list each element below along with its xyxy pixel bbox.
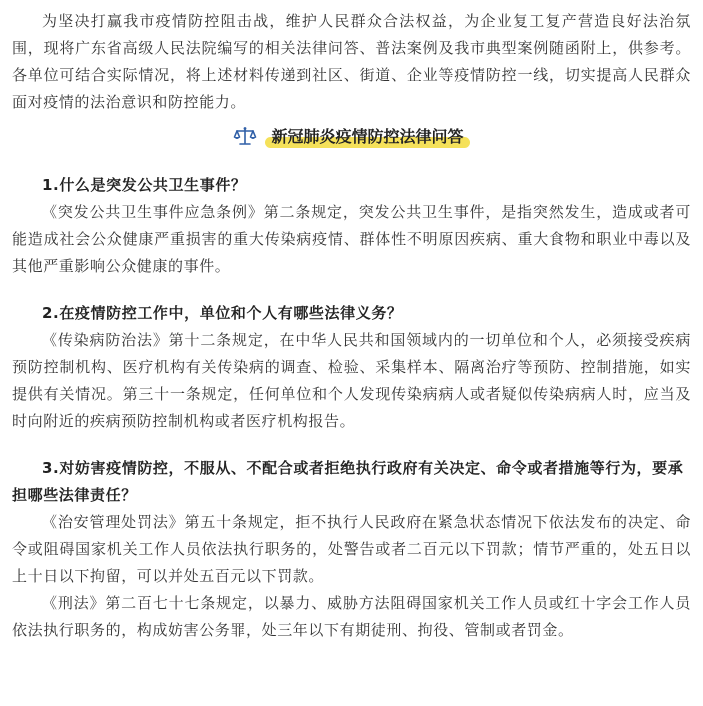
question-block-2 — [12, 300, 691, 435]
question-block-1 — [12, 172, 691, 280]
question-block-3 — [12, 455, 691, 644]
section-title-label: 新冠肺炎疫情防控法律问答 — [271, 127, 464, 146]
scales-of-justice-icon — [233, 126, 257, 146]
answer-paragraph: 《突发公共卫生事件应急条例》第二条规定，突发公共卫生事件，是指突然发生，造成或者可能造成社会公众健康严重损害的重大传染病疫情、群体性不明原因疾病、重大食物和职业中毒以及其他严重影响公众健康的事件。 — [12, 203, 691, 275]
section-header — [12, 124, 691, 154]
answer-paragraph: 《传染病防治法》第十二条规定，在中华人民共和国领域内的一切单位和个人，必须接受疾病预防控制机构、医疗机构有关传染病的调查、检验、采集样本、隔离治疗等预防、控制措施，如实提供有关情况。第三十一条规定，任何单位和个人发现传染病病人或者疑似传染病病人时，应当及时向附近的疾病预防控制机构或者医疗机构报告。 — [12, 331, 691, 430]
question-title: 3.对妨害疫情防控，不服从、不配合或者拒绝执行政府有关决定、命令或者措施等行为，要承担哪些法律责任？ — [12, 459, 684, 504]
question-title: 2.在疫情防控工作中，单位和个人有哪些法律义务？ — [42, 304, 403, 322]
answer-paragraph: 《治安管理处罚法》第五十条规定，拒不执行人民政府在紧急状态情况下依法发布的决定、命令或阻碍国家机关工作人员依法执行职务的，处警告或者二百元以下罚款；情节严重的，处五日以上十日以下拘留，可以并处五百元以下罚款。 — [12, 513, 691, 585]
question-title: 1.什么是突发公共卫生事件？ — [42, 176, 247, 194]
section-title — [233, 124, 469, 147]
intro-paragraph: 为坚决打赢我市疫情防控阻击战，维护人民群众合法权益，为企业复工复产营造良好法治氛围，现将广东省高级人民法院编写的相关法律问答、普法案例及我市典型案例随函附上，供参考。各单位可结合实际情况，将上述材料传递到社区、街道、企业等疫情防控一线，切实提高人民群众面对疫情的法治意识和防控能力。 — [12, 12, 691, 111]
answer-paragraph: 《刑法》第二百七十七条规定，以暴力、威胁方法阻碍国家机关工作人员或红十字会工作人员依法执行职务的，构成妨害公务罪，处三年以下有期徒刑、拘役、管制或者罚金。 — [12, 594, 691, 639]
section-title-text — [265, 124, 469, 147]
